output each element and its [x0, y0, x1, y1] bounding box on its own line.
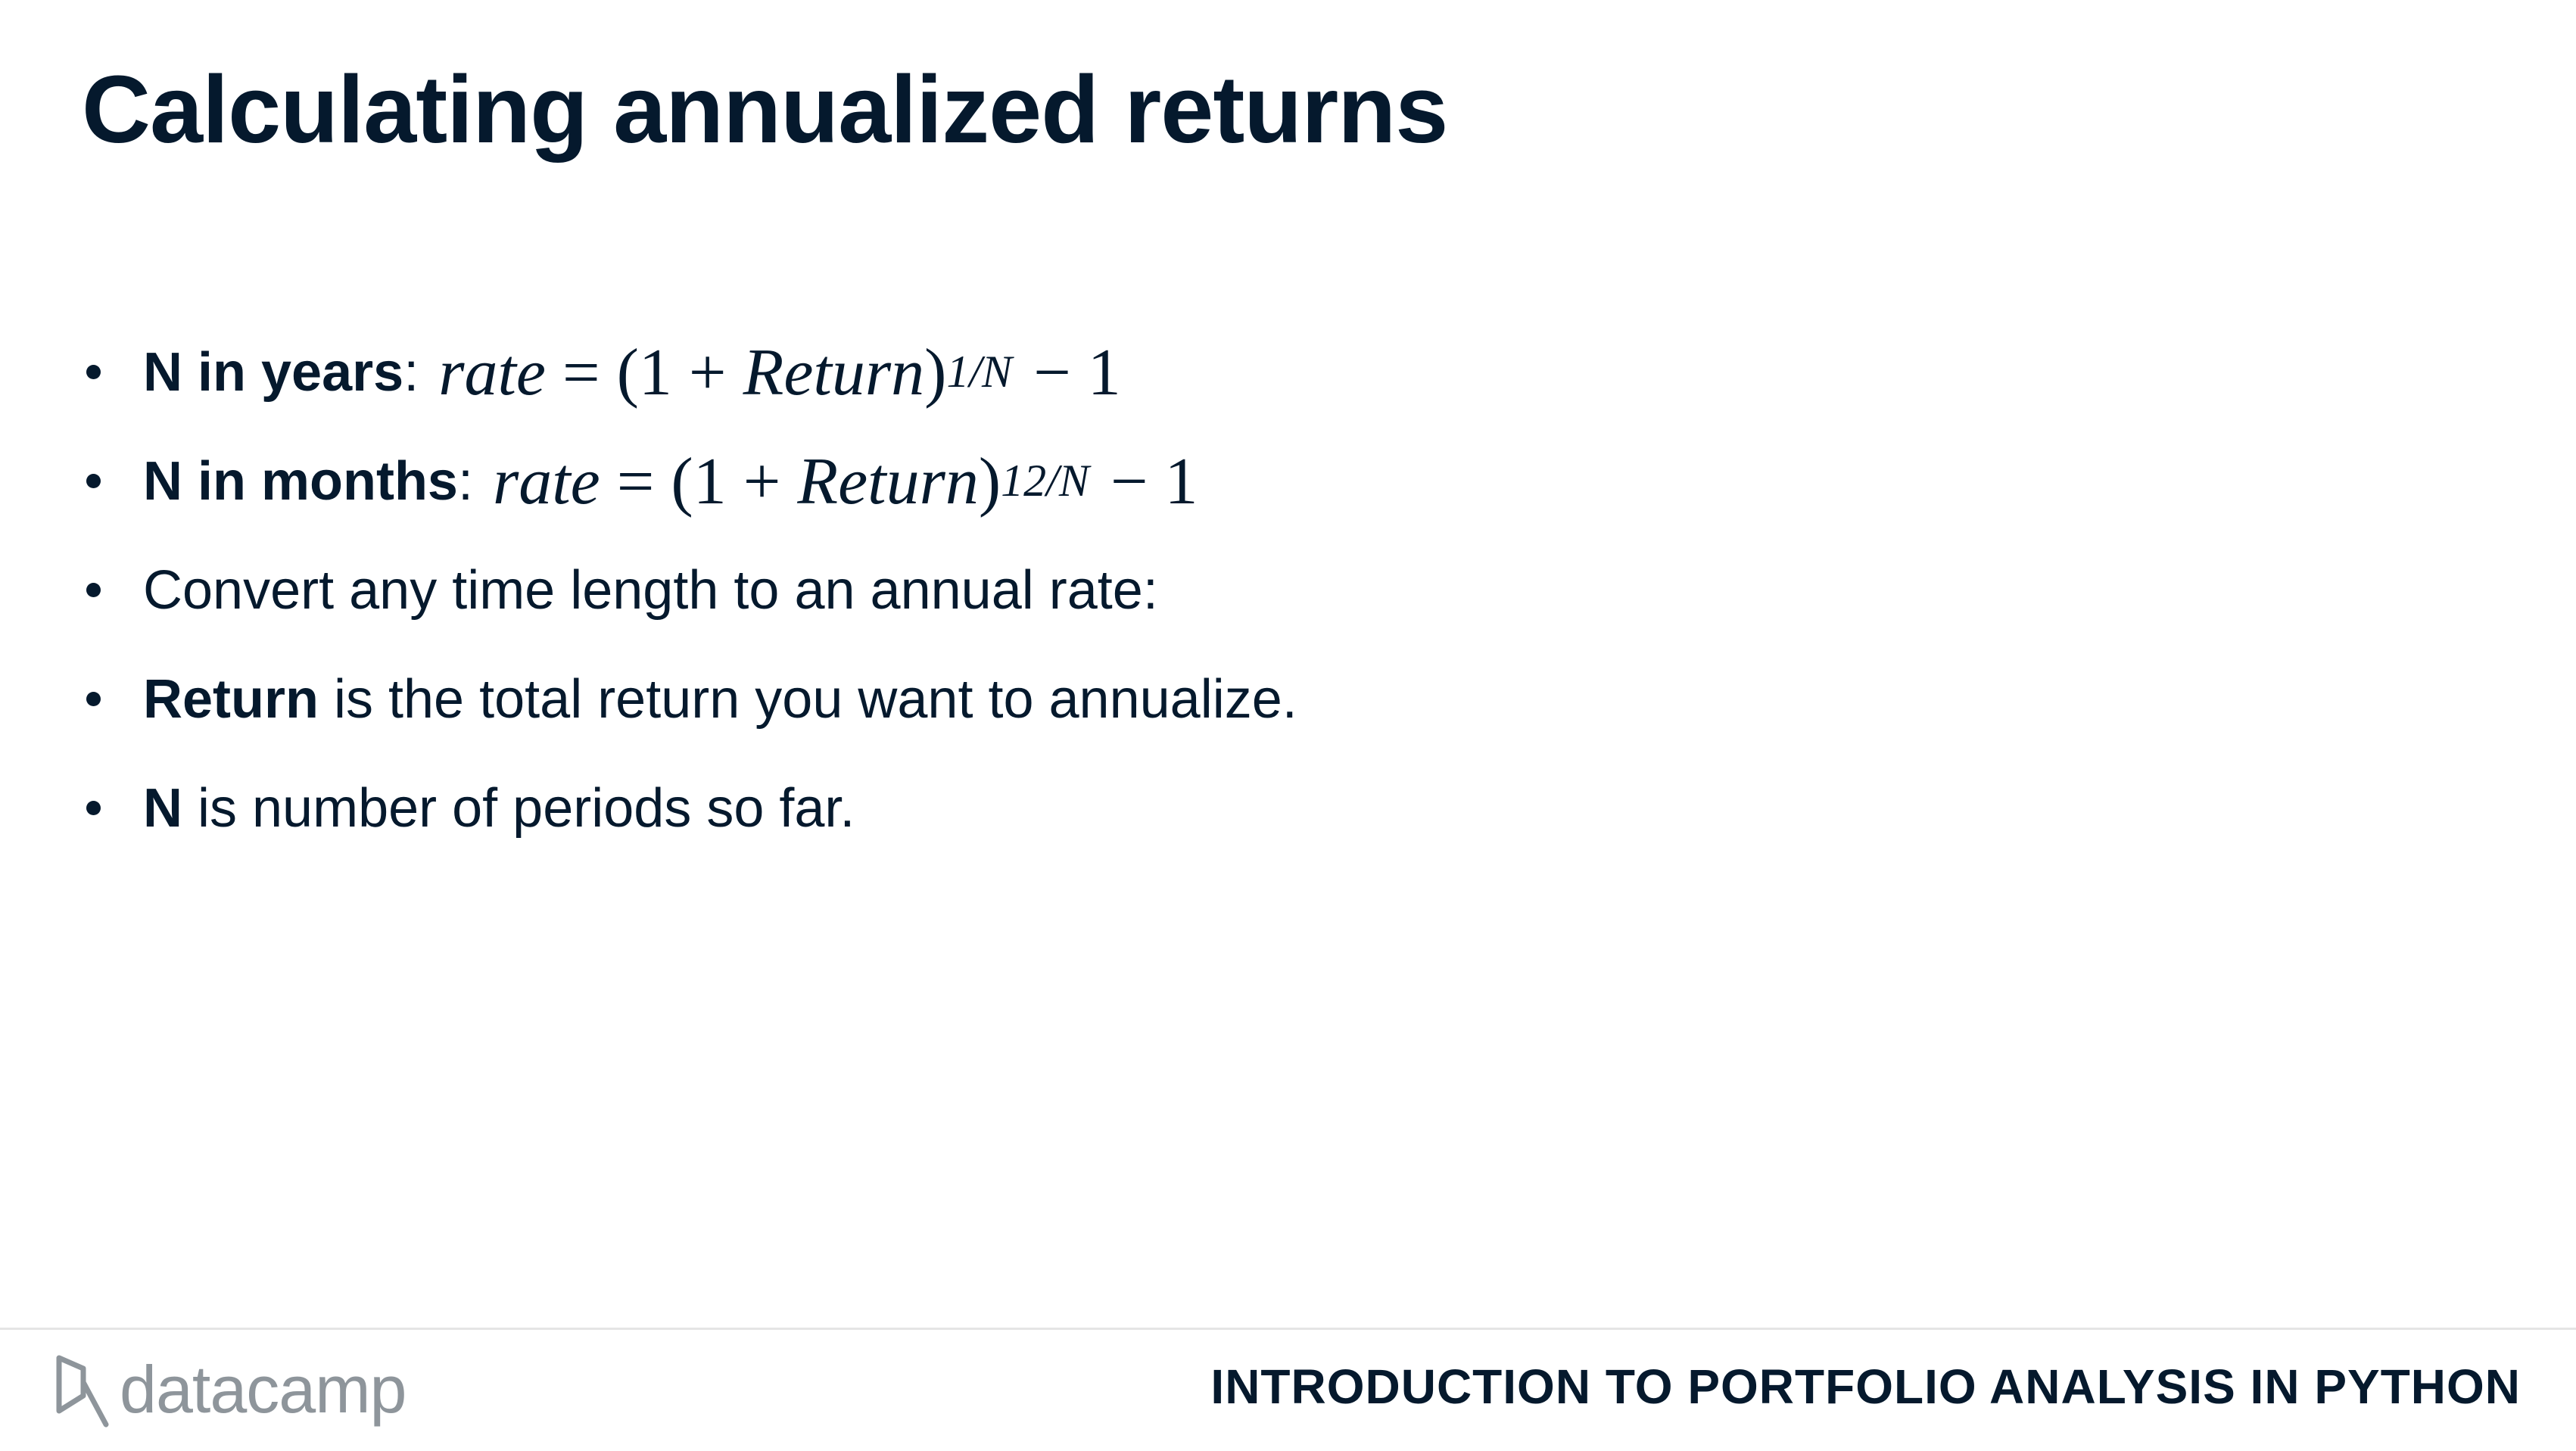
- bullet-n-in-months: [82, 427, 1297, 536]
- formula-close: ): [978, 444, 1001, 518]
- datacamp-logo: [53, 1351, 406, 1428]
- bullet-convert: [82, 536, 1297, 645]
- bullet-return: [82, 645, 1297, 754]
- bullet-label: N in years: [143, 342, 404, 403]
- formula-equals: =: [616, 444, 655, 518]
- formula-plus: +: [688, 335, 727, 409]
- slide-title: Calculating annualized returns: [82, 56, 1448, 163]
- formula-minus: −: [1110, 444, 1148, 518]
- footer-divider: [0, 1328, 2576, 1330]
- formula-lhs: rate: [492, 444, 600, 518]
- formula-open: (1: [616, 335, 672, 409]
- formula-exponent: 1/N: [946, 346, 1013, 397]
- bullet-label: N in months: [143, 451, 458, 512]
- formula-one: 1: [1164, 444, 1198, 518]
- formula-one: 1: [1087, 335, 1121, 409]
- bullet-text: is number of periods so far.: [182, 778, 855, 839]
- bullet-n: [82, 754, 1297, 863]
- formula-exponent: 12/N: [1001, 455, 1089, 506]
- bullet-bold-term: Return: [143, 669, 319, 730]
- formula-equals: =: [562, 335, 600, 409]
- bullet-n-in-years: [82, 318, 1297, 427]
- bullet-colon: :: [403, 342, 419, 403]
- bullet-list: [82, 318, 1297, 863]
- formula-lhs: rate: [438, 335, 546, 409]
- formula-minus: −: [1033, 335, 1071, 409]
- formula-years: [438, 335, 1121, 411]
- formula-close: ): [924, 335, 947, 409]
- bullet-bold-term: N: [143, 778, 182, 839]
- formula-plus: +: [743, 444, 781, 518]
- formula-months: [493, 444, 1198, 520]
- course-title: INTRODUCTION TO PORTFOLIO ANALYSIS IN PYTHON: [1210, 1359, 2521, 1414]
- bullet-text: Convert any time length to an annual rate:: [143, 560, 1158, 621]
- formula-var: Return: [797, 444, 979, 518]
- bullet-text: is the total return you want to annualize.: [319, 669, 1297, 730]
- formula-open: (1: [671, 444, 727, 518]
- datacamp-logo-icon: [53, 1352, 114, 1428]
- logo-text: datacamp: [120, 1352, 406, 1427]
- bullet-colon: :: [457, 451, 473, 512]
- formula-var: Return: [743, 335, 925, 409]
